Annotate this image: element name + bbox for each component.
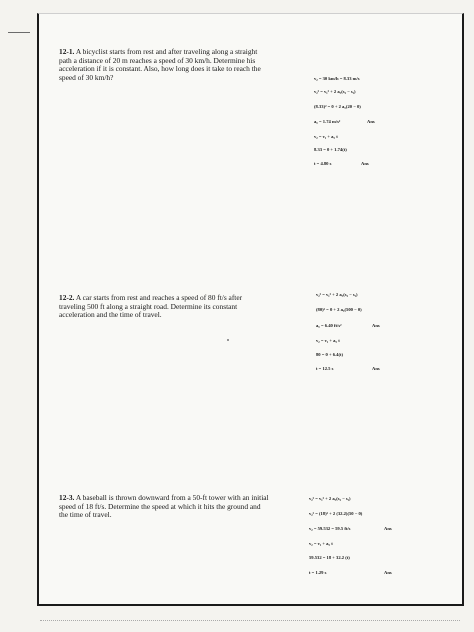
answer-label: Ans <box>372 366 380 371</box>
solution-line: 8.33 = 0 + 1.74(t) <box>314 147 347 152</box>
solution-line: t = 12.5 s <box>316 366 334 371</box>
problem-number: 12-2. <box>59 293 75 302</box>
solution-line: t = 1.29 s <box>309 570 327 575</box>
scan-bottom-edge <box>40 620 460 622</box>
solution-line: 80 = 0 + 6.4(t) <box>316 352 344 357</box>
solution-line: (8.33)² = 0 + 2 a꜀(20 − 0) <box>314 104 361 109</box>
solution-line: v₂ = v₁ + a꜀ t <box>314 134 338 139</box>
problem-statement: A bicyclist starts from rest and after traveling along a straight path a distance of 20 m reaches a speed of 30 km/h. Determine his acceleration if it is constant. Also, how long does it take to reach the speed of 30 km/h? <box>59 47 261 82</box>
solution-line: v₂² = v₁² + 2 a꜀(s₂ − s₁) <box>314 89 356 94</box>
answer-label: Ans <box>367 119 375 124</box>
solution-line: v₂² = v₁² + 2 a꜀(s₂ − s₁) <box>309 496 351 501</box>
solution-line: (80)² = 0 + 2 a꜀(500 − 0) <box>316 307 362 312</box>
solution-line: v₂ = 30 km/h = 8.33 m/s <box>314 76 360 81</box>
problem-number: 12-1. <box>59 47 75 56</box>
solution-line: v₂² = v₁² + 2 a꜀(s₂ − s₁) <box>316 292 358 297</box>
problem-statement: A car starts from rest and reaches a speed of 80 ft/s after traveling 500 ft along a straight road. Determine its constant acceleration and the time of travel. <box>59 293 243 320</box>
problem-number: 12-3. <box>59 493 75 502</box>
textbook-page <box>37 13 464 606</box>
problem-12-2 <box>59 294 269 320</box>
answer-label: Ans <box>372 323 380 328</box>
answer-label: Ans <box>384 570 392 575</box>
answer-label: Ans <box>361 161 369 166</box>
solution-line: v₂ = v₁ + a꜀ t <box>309 541 333 546</box>
scan-edge-mark <box>8 32 30 33</box>
solution-line: v₂² = (18)² + 2 (32.2)(50 − 0) <box>309 511 363 516</box>
answer-label: Ans <box>384 526 392 531</box>
solution-line: t = 4.80 s <box>314 161 332 166</box>
solution-line: a꜀ = 1.74 m/s² <box>314 119 341 124</box>
problem-12-1 <box>59 48 269 82</box>
solution-line: v₂ = 59.532 = 59.5 ft/s <box>309 526 351 531</box>
solution-line: v₂ = v₁ + a꜀ t <box>316 338 340 343</box>
problem-statement: A baseball is thrown downward from a 50-ft tower with an initial speed of 18 ft/s. Determine the speed at which it hits the ground and the time of travel. <box>59 493 269 520</box>
problem-12-3 <box>59 494 269 520</box>
solution-line: a꜀ = 6.40 ft/s² <box>316 323 342 328</box>
solution-line: 59.532 = 18 + 32.2 (t) <box>309 555 350 560</box>
scan-speck <box>227 339 229 341</box>
